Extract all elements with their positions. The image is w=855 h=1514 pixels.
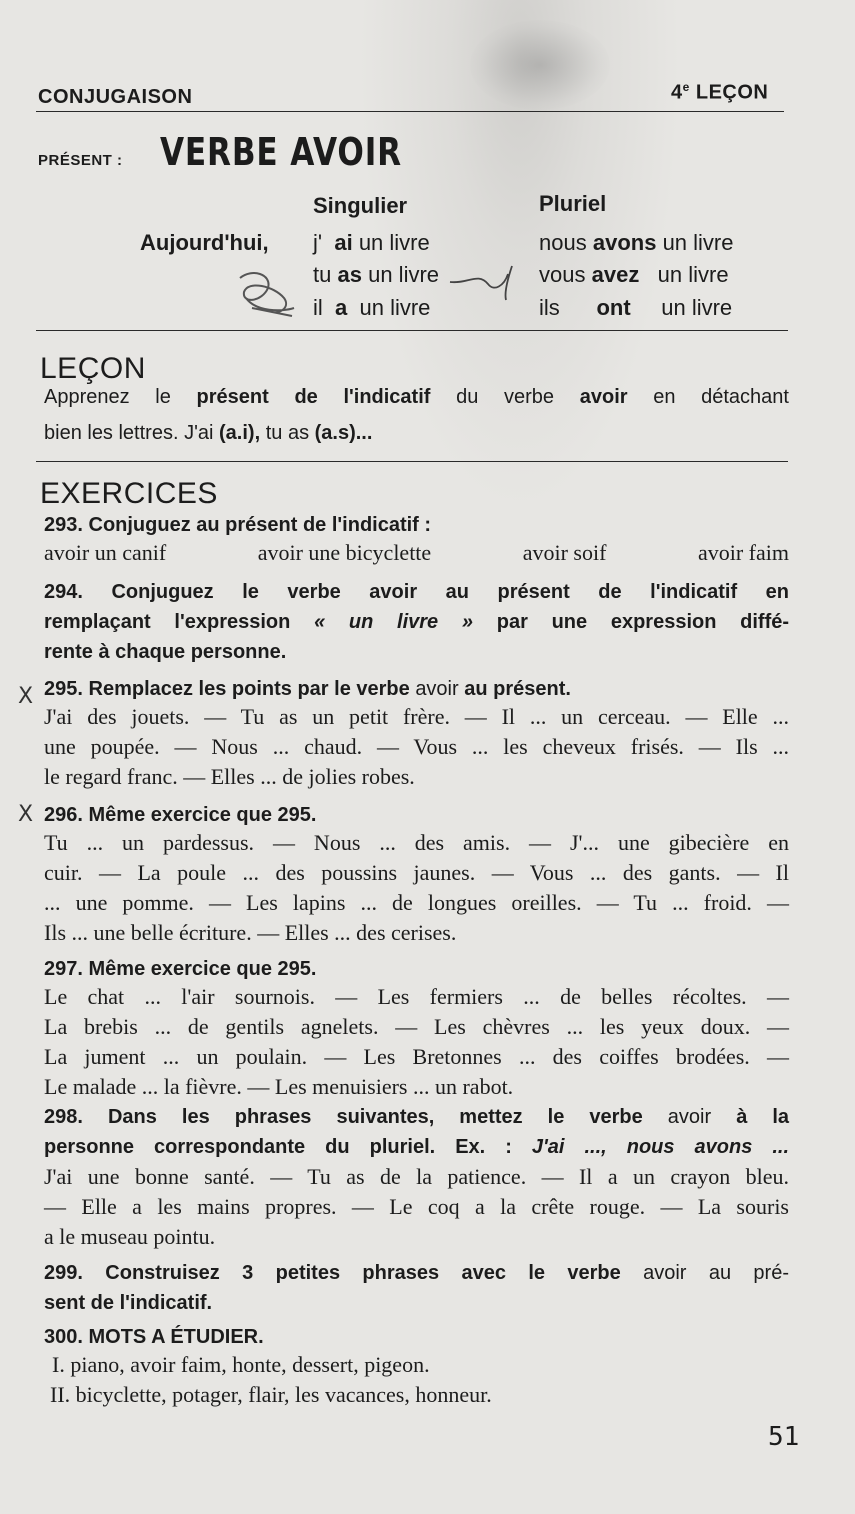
lecon-text: en détachant [653, 386, 789, 408]
singular-row-1 [313, 230, 430, 256]
exercise-number: 298. [44, 1106, 83, 1128]
exercise-number: 295. [44, 678, 83, 700]
present-label: PRÉSENT : [38, 152, 123, 169]
exercise-298-line-3: J'ai une bonne santé. — Tu as de la patience. — Il a un crayon bleu. [44, 1164, 789, 1189]
exercise-instruction: au présent. [464, 678, 571, 700]
verb-form: as [337, 262, 362, 287]
exercise-296-line-3: ... une pomme. — Les lapins ... de longues oreilles. — Tu ... froid. — [44, 890, 789, 915]
column-header-pluriel: Pluriel [539, 191, 607, 216]
lesson-number-value: 4 [671, 81, 683, 104]
exercise-297-line-1: Le chat ... l'air sournois. — Les fermiers ... de belles récoltes. — [44, 984, 789, 1009]
exercise-296-line-1: Tu ... un pardessus. — Nous ... des amis. — J'... une gibecière en [44, 830, 789, 855]
row-label-aujourdhui: Aujourd'hui, [140, 230, 269, 255]
exercise-number: 297. [44, 958, 83, 980]
exercise-instruction: Dans les phrases suivantes, mettez le verbe [107, 1106, 643, 1128]
pencil-x-mark: X [18, 684, 34, 709]
pronoun: vous [539, 262, 586, 287]
exercise-instruction: remplaçant l'expression [44, 611, 291, 633]
lecon-emphasis: (a.s)... [314, 422, 373, 444]
exercise-instruction: Même exercice que 295. [88, 804, 317, 826]
exercise-295-title [44, 674, 789, 704]
exercise-instruction: Conjuguez au présent de l'indicatif : [88, 514, 432, 536]
exercise-297-line-4: Le malade ... la fièvre. — Les menuisiers ... un rabot. [44, 1074, 514, 1099]
exercise-instruction: à la [736, 1106, 790, 1128]
page-number: 51 [768, 1422, 800, 1452]
lesson-number [671, 80, 768, 105]
table-divider [36, 330, 788, 331]
lecon-text: du verbe [456, 386, 555, 408]
lecon-line-1 [44, 382, 789, 412]
pronoun: j' [313, 230, 323, 255]
header-divider [36, 111, 784, 112]
column-header-singulier: Singulier [313, 193, 408, 218]
lesson-label: LEÇON [695, 81, 769, 104]
exercise-item: avoir un canif [44, 540, 167, 565]
pronoun: il [313, 295, 323, 320]
section-header-conjugaison: CONJUGAISON [38, 86, 193, 108]
exercise-297-line-2: La brebis ... de gentils agnelets. — Les chèvres ... les yeux doux. — [44, 1014, 789, 1039]
exercise-instruction: Conjuguez le verbe avoir au présent de l'indicatif en [111, 581, 789, 603]
verb-form: avons [592, 230, 657, 255]
lecon-emphasis: (a.i), [219, 422, 261, 444]
singular-row-2 [313, 262, 439, 288]
exercise-item: avoir une bicyclette [257, 540, 432, 565]
exercise-instruction: Remplacez les points par le verbe [88, 678, 410, 700]
lecon-text: tu as [265, 422, 310, 444]
pencil-scribble-icon [232, 268, 302, 322]
page-stain [470, 20, 610, 110]
exercise-number: 296. [44, 804, 83, 826]
plural-row-2 [539, 262, 729, 288]
exercise-expression: « un livre » [314, 611, 474, 633]
exercise-297-title [44, 954, 789, 984]
exercise-number: 300. [44, 1326, 83, 1348]
exercise-instruction: MOTS A ÉTUDIER. [88, 1326, 264, 1348]
exercise-item: avoir faim [697, 540, 789, 565]
singular-row-3 [313, 295, 430, 321]
verb-form: ont [596, 295, 631, 320]
lecon-emphasis: présent de l'indicatif [196, 386, 431, 408]
exercise-instruction: personne correspondante du pluriel. Ex. : [44, 1136, 512, 1158]
lesson-number-suffix: e [682, 80, 690, 94]
exercise-294-line-3: rente à chaque personne. [44, 641, 287, 663]
exercise-293-items [44, 538, 789, 568]
exercise-instruction: par une expression diffé- [496, 611, 790, 633]
verb-form: avez [591, 262, 640, 287]
object: un livre [368, 262, 440, 287]
exercise-296-title [44, 800, 789, 830]
plural-row-3 [539, 295, 732, 321]
plural-row-1 [539, 230, 733, 256]
pencil-stroke-icon [448, 262, 520, 302]
object: un livre [661, 295, 733, 320]
exercise-298-line-2 [44, 1132, 789, 1162]
pronoun: nous [539, 230, 587, 255]
exercise-instruction-verb: avoir [415, 678, 459, 700]
exercise-296-line-2: cuir. — La poule ... des poussins jaunes. — Vous ... des gants. — Il [44, 860, 789, 885]
exercise-298-line-1 [44, 1102, 789, 1132]
object: un livre [662, 230, 734, 255]
exercise-298-line-5: a le museau pointu. [44, 1224, 216, 1249]
exercise-295-line-3: le regard franc. — Elles ... de jolies robes. [44, 764, 415, 789]
page-title: VERBE AVOIR [160, 130, 402, 174]
words-list-1: I. piano, avoir faim, honte, dessert, pigeon. [52, 1352, 430, 1377]
exercise-instruction: Construisez 3 petites phrases avec le verbe [105, 1262, 621, 1284]
lecon-emphasis: avoir [579, 386, 628, 408]
exercise-299-line-2: sent de l'indicatif. [44, 1292, 213, 1314]
verb-form: a [335, 295, 348, 320]
exercise-instruction-verb: avoir [667, 1106, 712, 1128]
pencil-x-mark: X [18, 802, 34, 827]
exercise-294-line-1 [44, 577, 789, 607]
pronoun: ils [539, 295, 560, 320]
exercise-instruction-verb: avoir au pré- [643, 1262, 789, 1284]
exercise-294-line-2 [44, 607, 789, 637]
exercise-298-line-4: — Elle a les mains propres. — Le coq a la crête rouge. — La souris [44, 1194, 789, 1219]
exercise-299-line-1 [44, 1258, 789, 1288]
exercise-296-line-4: Ils ... une belle écriture. — Elles ... des cerises. [44, 920, 457, 945]
exercise-295-line-2: une poupée. — Nous ... chaud. — Vous ... les cheveux frisés. — Ils ... [44, 734, 789, 759]
lecon-divider [36, 461, 788, 462]
object: un livre [657, 262, 729, 287]
exercise-example: J'ai ..., nous avons ... [531, 1136, 789, 1158]
exercise-instruction: Même exercice que 295. [88, 958, 317, 980]
exercise-item: avoir soif [522, 540, 607, 565]
exercise-295-line-1: J'ai des jouets. — Tu as un petit frère. — Il ... un cerceau. — Elle ... [44, 704, 789, 729]
exercise-number: 299. [44, 1262, 83, 1284]
lecon-text: bien les lettres. J'ai [44, 422, 214, 444]
exercise-297-line-3: La jument ... un poulain. — Les Bretonnes ... des coiffes brodées. — [44, 1044, 789, 1069]
verb-form: ai [334, 230, 353, 255]
lecon-heading: LEÇON [40, 352, 146, 385]
pronoun: tu [313, 262, 332, 287]
object: un livre [359, 295, 431, 320]
exercise-293-title [44, 510, 789, 540]
lecon-line-2 [44, 418, 789, 448]
object: un livre [358, 230, 430, 255]
lecon-text: Apprenez le [44, 386, 171, 408]
exercise-number: 294. [44, 581, 83, 603]
exercise-number: 293. [44, 514, 83, 536]
words-list-2: II. bicyclette, potager, flair, les vacances, honneur. [50, 1382, 492, 1407]
exercise-300-title [44, 1322, 789, 1352]
exercices-heading: EXERCICES [40, 477, 218, 510]
